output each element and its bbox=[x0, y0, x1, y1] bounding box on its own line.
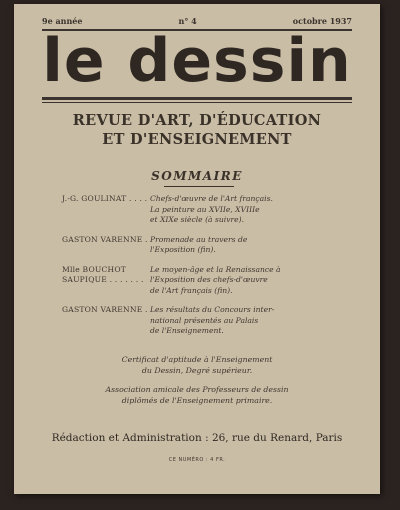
toc-title: Chefs-d'œuvre de l'Art français. La peinture au XVIIe, XVIIIe et XIXe siècle (à suivre). bbox=[150, 194, 273, 224]
masthead-title: le dessin bbox=[42, 26, 352, 96]
subtitle bbox=[14, 111, 380, 149]
subtitle-line-2: ET D'ENSEIGNEMENT bbox=[102, 131, 292, 148]
certificat-note: Certificat d'aptitude à l'Enseignement du Dessin, Degré supérieur. bbox=[121, 355, 273, 375]
masthead-rule-thick bbox=[42, 97, 352, 100]
issue-date: octobre 1937 bbox=[292, 16, 352, 26]
toc-entry bbox=[62, 235, 344, 256]
toc-author: Mlle BOUCHOT SAUPIQUE . . . . . . . bbox=[62, 264, 144, 284]
toc-author: GASTON VARENNE . bbox=[62, 305, 148, 314]
sommaire-heading: SOMMAIRE bbox=[151, 169, 243, 183]
toc-title: Promenade au travers de l'Exposition (fin). bbox=[150, 234, 248, 254]
toc-entry bbox=[62, 265, 344, 297]
masthead-rule-thin bbox=[42, 102, 352, 103]
toc-entry bbox=[62, 305, 344, 337]
association-note: Association amicale des Professeurs de dessin diplômés de l'Enseignement primaire. bbox=[105, 385, 289, 405]
magazine-cover bbox=[14, 4, 380, 494]
issue-price: CE NUMÉRO : 4 FR. bbox=[168, 457, 226, 463]
year-label: 9e année bbox=[42, 16, 83, 26]
toc-title: Le moyen-âge et la Renaissance à l'Exposition des chefs-d'œuvre de l'Art français (fin). bbox=[150, 264, 281, 295]
sommaire-underline bbox=[164, 186, 234, 187]
issue-number: n° 4 bbox=[178, 16, 197, 26]
subtitle-line-1: REVUE D'ART, D'ÉDUCATION bbox=[72, 112, 322, 129]
toc-entry bbox=[62, 194, 344, 226]
editorial-address: Rédaction et Administration : 26, rue du Renard, Paris bbox=[51, 432, 343, 444]
toc-author: GASTON VARENNE . bbox=[62, 234, 148, 244]
toc-title: Les résultats du Concours inter- national présentés au Palais de l'Enseignement. bbox=[150, 305, 275, 335]
issue-header bbox=[42, 16, 352, 26]
table-of-contents bbox=[62, 194, 344, 346]
toc-author: J.-G. GOULINAT . . . . bbox=[62, 194, 148, 203]
